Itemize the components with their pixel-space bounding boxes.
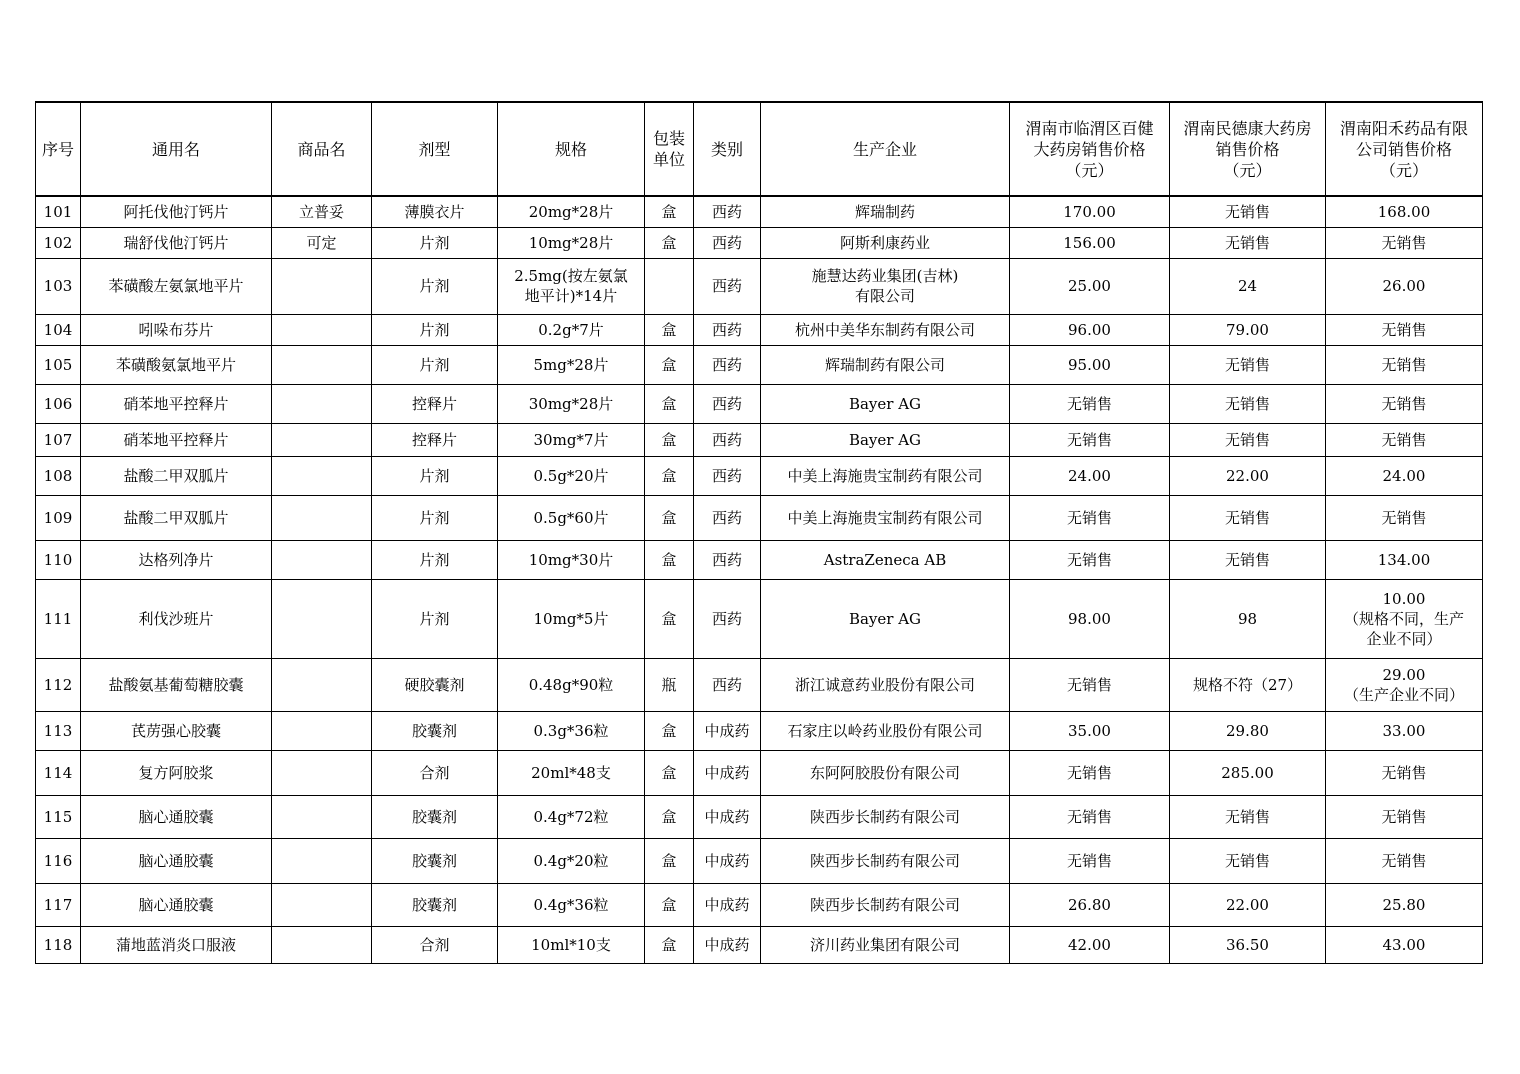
cell-price-mindekang: 无销售 (1170, 384, 1326, 423)
cell-trade-name (272, 314, 372, 345)
cell-seq: 109 (36, 495, 81, 540)
header-manufacturer: 生产企业 (761, 102, 1010, 196)
cell-seq: 115 (36, 795, 81, 838)
cell-price-yanghe: 168.00 (1326, 196, 1483, 227)
cell-specification: 0.2g*7片 (498, 314, 645, 345)
cell-generic-name: 盐酸二甲双胍片 (81, 495, 272, 540)
cell-seq: 103 (36, 258, 81, 314)
cell-trade-name (272, 926, 372, 963)
cell-seq: 111 (36, 579, 81, 658)
cell-generic-name: 脑心通胶囊 (81, 795, 272, 838)
cell-package-unit: 盒 (645, 345, 694, 384)
cell-price-mindekang: 22.00 (1170, 456, 1326, 495)
cell-package-unit: 盒 (645, 750, 694, 795)
header-price-baijian: 渭南市临渭区百健 大药房销售价格 （元） (1010, 102, 1170, 196)
cell-generic-name: 吲哚布芬片 (81, 314, 272, 345)
cell-manufacturer: Bayer AG (761, 384, 1010, 423)
cell-price-baijian: 24.00 (1010, 456, 1170, 495)
cell-dosage-form: 片剂 (372, 456, 498, 495)
cell-generic-name: 硝苯地平控释片 (81, 384, 272, 423)
cell-seq: 101 (36, 196, 81, 227)
cell-generic-name: 脑心通胶囊 (81, 883, 272, 926)
cell-package-unit: 盒 (645, 384, 694, 423)
cell-category: 西药 (694, 423, 761, 456)
table-row (36, 838, 1483, 883)
cell-manufacturer: 陕西步长制药有限公司 (761, 883, 1010, 926)
header-generic-name: 通用名 (81, 102, 272, 196)
cell-package-unit: 盒 (645, 795, 694, 838)
cell-seq: 108 (36, 456, 81, 495)
cell-price-baijian: 无销售 (1010, 495, 1170, 540)
cell-manufacturer: 杭州中美华东制药有限公司 (761, 314, 1010, 345)
cell-seq: 112 (36, 658, 81, 711)
table-row (36, 423, 1483, 456)
cell-category: 西药 (694, 227, 761, 258)
cell-specification: 0.4g*20粒 (498, 838, 645, 883)
cell-generic-name: 达格列净片 (81, 540, 272, 579)
cell-dosage-form: 合剂 (372, 750, 498, 795)
cell-price-mindekang: 36.50 (1170, 926, 1326, 963)
cell-dosage-form: 片剂 (372, 314, 498, 345)
cell-category: 中成药 (694, 926, 761, 963)
cell-generic-name: 硝苯地平控释片 (81, 423, 272, 456)
cell-category: 西药 (694, 196, 761, 227)
cell-package-unit: 盒 (645, 423, 694, 456)
cell-dosage-form: 片剂 (372, 345, 498, 384)
cell-trade-name (272, 540, 372, 579)
cell-price-baijian: 156.00 (1010, 227, 1170, 258)
cell-price-yanghe: 无销售 (1326, 384, 1483, 423)
cell-price-yanghe: 无销售 (1326, 423, 1483, 456)
cell-category: 西药 (694, 658, 761, 711)
cell-dosage-form: 片剂 (372, 258, 498, 314)
cell-dosage-form: 控释片 (372, 423, 498, 456)
cell-price-mindekang: 无销售 (1170, 227, 1326, 258)
cell-manufacturer: Bayer AG (761, 579, 1010, 658)
cell-dosage-form: 控释片 (372, 384, 498, 423)
cell-price-baijian: 无销售 (1010, 423, 1170, 456)
cell-dosage-form: 合剂 (372, 926, 498, 963)
cell-price-mindekang: 规格不符（27） (1170, 658, 1326, 711)
cell-dosage-form: 胶囊剂 (372, 711, 498, 750)
cell-seq: 117 (36, 883, 81, 926)
cell-manufacturer: Bayer AG (761, 423, 1010, 456)
cell-price-baijian: 95.00 (1010, 345, 1170, 384)
cell-package-unit: 盒 (645, 495, 694, 540)
cell-trade-name (272, 258, 372, 314)
cell-package-unit: 盒 (645, 456, 694, 495)
cell-trade-name (272, 711, 372, 750)
cell-manufacturer: 陕西步长制药有限公司 (761, 795, 1010, 838)
cell-category: 中成药 (694, 883, 761, 926)
table-row (36, 384, 1483, 423)
cell-category: 中成药 (694, 795, 761, 838)
table-row (36, 258, 1483, 314)
cell-trade-name (272, 883, 372, 926)
cell-trade-name: 可定 (272, 227, 372, 258)
cell-price-baijian: 25.00 (1010, 258, 1170, 314)
cell-specification: 20ml*48支 (498, 750, 645, 795)
cell-price-yanghe: 29.00 （生产企业不同） (1326, 658, 1483, 711)
cell-trade-name (272, 345, 372, 384)
table-row (36, 658, 1483, 711)
table-row (36, 750, 1483, 795)
table-row (36, 540, 1483, 579)
table-row (36, 196, 1483, 227)
table-header-row (36, 102, 1483, 196)
cell-price-mindekang: 98 (1170, 579, 1326, 658)
cell-seq: 107 (36, 423, 81, 456)
cell-generic-name: 脑心通胶囊 (81, 838, 272, 883)
header-specification: 规格 (498, 102, 645, 196)
cell-generic-name: 苯磺酸左氨氯地平片 (81, 258, 272, 314)
cell-category: 西药 (694, 258, 761, 314)
cell-price-yanghe: 无销售 (1326, 227, 1483, 258)
cell-category: 西药 (694, 579, 761, 658)
cell-price-yanghe: 10.00 （规格不同，生产 企业不同） (1326, 579, 1483, 658)
cell-price-yanghe: 无销售 (1326, 345, 1483, 384)
cell-trade-name (272, 750, 372, 795)
cell-specification: 30mg*7片 (498, 423, 645, 456)
cell-specification: 10mg*30片 (498, 540, 645, 579)
cell-generic-name: 蒲地蓝消炎口服液 (81, 926, 272, 963)
cell-manufacturer: 施慧达药业集团(吉林) 有限公司 (761, 258, 1010, 314)
cell-dosage-form: 硬胶囊剂 (372, 658, 498, 711)
cell-specification: 0.48g*90粒 (498, 658, 645, 711)
cell-dosage-form: 胶囊剂 (372, 795, 498, 838)
cell-specification: 10mg*28片 (498, 227, 645, 258)
cell-specification: 10mg*5片 (498, 579, 645, 658)
cell-seq: 102 (36, 227, 81, 258)
header-price-yanghe: 渭南阳禾药品有限 公司销售价格 （元） (1326, 102, 1483, 196)
cell-trade-name (272, 423, 372, 456)
cell-specification: 0.4g*72粒 (498, 795, 645, 838)
cell-generic-name: 瑞舒伐他汀钙片 (81, 227, 272, 258)
cell-package-unit: 盒 (645, 579, 694, 658)
cell-price-baijian: 98.00 (1010, 579, 1170, 658)
cell-package-unit: 盒 (645, 883, 694, 926)
table-row (36, 883, 1483, 926)
cell-category: 西药 (694, 540, 761, 579)
cell-seq: 114 (36, 750, 81, 795)
cell-price-baijian: 96.00 (1010, 314, 1170, 345)
header-trade-name: 商品名 (272, 102, 372, 196)
cell-package-unit: 盒 (645, 227, 694, 258)
cell-price-yanghe: 134.00 (1326, 540, 1483, 579)
cell-manufacturer: 东阿阿胶股份有限公司 (761, 750, 1010, 795)
cell-price-baijian: 无销售 (1010, 384, 1170, 423)
cell-price-baijian: 无销售 (1010, 838, 1170, 883)
cell-category: 西药 (694, 384, 761, 423)
cell-generic-name: 复方阿胶浆 (81, 750, 272, 795)
cell-package-unit: 盒 (645, 711, 694, 750)
cell-price-yanghe: 24.00 (1326, 456, 1483, 495)
cell-price-yanghe: 无销售 (1326, 750, 1483, 795)
cell-price-mindekang: 无销售 (1170, 196, 1326, 227)
cell-category: 西药 (694, 456, 761, 495)
cell-specification: 0.5g*20片 (498, 456, 645, 495)
cell-package-unit: 盒 (645, 314, 694, 345)
table-row (36, 456, 1483, 495)
cell-price-baijian: 无销售 (1010, 540, 1170, 579)
cell-price-yanghe: 无销售 (1326, 838, 1483, 883)
cell-specification: 2.5mg(按左氨氯 地平计)*14片 (498, 258, 645, 314)
cell-generic-name: 利伐沙班片 (81, 579, 272, 658)
cell-dosage-form: 片剂 (372, 579, 498, 658)
cell-manufacturer: 辉瑞制药有限公司 (761, 345, 1010, 384)
table-row (36, 711, 1483, 750)
cell-specification: 0.4g*36粒 (498, 883, 645, 926)
cell-price-mindekang: 无销售 (1170, 838, 1326, 883)
cell-generic-name: 芪苈强心胶囊 (81, 711, 272, 750)
cell-manufacturer: 陕西步长制药有限公司 (761, 838, 1010, 883)
cell-manufacturer: AstraZeneca AB (761, 540, 1010, 579)
price-table-page (35, 101, 1483, 964)
cell-specification: 5mg*28片 (498, 345, 645, 384)
cell-package-unit: 盒 (645, 540, 694, 579)
drug-price-table (35, 101, 1483, 964)
cell-trade-name (272, 795, 372, 838)
table-row (36, 926, 1483, 963)
cell-seq: 105 (36, 345, 81, 384)
cell-specification: 10ml*10支 (498, 926, 645, 963)
cell-price-yanghe: 无销售 (1326, 495, 1483, 540)
cell-price-mindekang: 285.00 (1170, 750, 1326, 795)
cell-price-baijian: 无销售 (1010, 795, 1170, 838)
cell-price-yanghe: 无销售 (1326, 795, 1483, 838)
header-category: 类别 (694, 102, 761, 196)
cell-specification: 30mg*28片 (498, 384, 645, 423)
cell-seq: 106 (36, 384, 81, 423)
header-price-mindekang: 渭南民德康大药房 销售价格 （元） (1170, 102, 1326, 196)
cell-generic-name: 阿托伐他汀钙片 (81, 196, 272, 227)
cell-manufacturer: 中美上海施贵宝制药有限公司 (761, 456, 1010, 495)
cell-trade-name (272, 495, 372, 540)
cell-manufacturer: 阿斯利康药业 (761, 227, 1010, 258)
cell-price-baijian: 35.00 (1010, 711, 1170, 750)
cell-price-mindekang: 无销售 (1170, 540, 1326, 579)
header-dosage-form: 剂型 (372, 102, 498, 196)
header-seq: 序号 (36, 102, 81, 196)
cell-price-baijian: 42.00 (1010, 926, 1170, 963)
header-package-unit: 包装 单位 (645, 102, 694, 196)
cell-generic-name: 苯磺酸氨氯地平片 (81, 345, 272, 384)
cell-package-unit (645, 258, 694, 314)
cell-seq: 113 (36, 711, 81, 750)
cell-category: 西药 (694, 345, 761, 384)
cell-category: 西药 (694, 495, 761, 540)
cell-price-baijian: 170.00 (1010, 196, 1170, 227)
cell-trade-name (272, 838, 372, 883)
cell-package-unit: 盒 (645, 196, 694, 227)
cell-price-mindekang: 无销售 (1170, 795, 1326, 838)
cell-category: 中成药 (694, 750, 761, 795)
table-row (36, 314, 1483, 345)
cell-price-yanghe: 无销售 (1326, 314, 1483, 345)
cell-price-mindekang: 无销售 (1170, 495, 1326, 540)
cell-price-yanghe: 25.80 (1326, 883, 1483, 926)
cell-price-mindekang: 24 (1170, 258, 1326, 314)
table-body (36, 196, 1483, 963)
cell-dosage-form: 片剂 (372, 495, 498, 540)
cell-seq: 116 (36, 838, 81, 883)
cell-generic-name: 盐酸二甲双胍片 (81, 456, 272, 495)
table-row (36, 345, 1483, 384)
cell-price-mindekang: 无销售 (1170, 345, 1326, 384)
cell-price-mindekang: 22.00 (1170, 883, 1326, 926)
cell-price-yanghe: 33.00 (1326, 711, 1483, 750)
cell-manufacturer: 辉瑞制药 (761, 196, 1010, 227)
cell-trade-name (272, 579, 372, 658)
cell-package-unit: 盒 (645, 926, 694, 963)
cell-trade-name (272, 456, 372, 495)
table-row (36, 579, 1483, 658)
cell-specification: 0.5g*60片 (498, 495, 645, 540)
cell-trade-name: 立普妥 (272, 196, 372, 227)
cell-manufacturer: 浙江诚意药业股份有限公司 (761, 658, 1010, 711)
cell-specification: 20mg*28片 (498, 196, 645, 227)
cell-package-unit: 盒 (645, 838, 694, 883)
table-row (36, 227, 1483, 258)
cell-dosage-form: 胶囊剂 (372, 883, 498, 926)
cell-package-unit: 瓶 (645, 658, 694, 711)
cell-seq: 104 (36, 314, 81, 345)
cell-trade-name (272, 658, 372, 711)
table-row (36, 795, 1483, 838)
cell-dosage-form: 薄膜衣片 (372, 196, 498, 227)
cell-generic-name: 盐酸氨基葡萄糖胶囊 (81, 658, 272, 711)
cell-manufacturer: 济川药业集团有限公司 (761, 926, 1010, 963)
cell-price-yanghe: 26.00 (1326, 258, 1483, 314)
cell-specification: 0.3g*36粒 (498, 711, 645, 750)
cell-category: 西药 (694, 314, 761, 345)
cell-trade-name (272, 384, 372, 423)
cell-dosage-form: 片剂 (372, 540, 498, 579)
cell-seq: 118 (36, 926, 81, 963)
cell-price-baijian: 无销售 (1010, 750, 1170, 795)
table-row (36, 495, 1483, 540)
cell-dosage-form: 胶囊剂 (372, 838, 498, 883)
cell-price-baijian: 无销售 (1010, 658, 1170, 711)
cell-price-baijian: 26.80 (1010, 883, 1170, 926)
cell-manufacturer: 中美上海施贵宝制药有限公司 (761, 495, 1010, 540)
cell-price-mindekang: 79.00 (1170, 314, 1326, 345)
cell-manufacturer: 石家庄以岭药业股份有限公司 (761, 711, 1010, 750)
cell-category: 中成药 (694, 838, 761, 883)
cell-dosage-form: 片剂 (372, 227, 498, 258)
cell-category: 中成药 (694, 711, 761, 750)
cell-price-mindekang: 无销售 (1170, 423, 1326, 456)
cell-price-yanghe: 43.00 (1326, 926, 1483, 963)
cell-seq: 110 (36, 540, 81, 579)
cell-price-mindekang: 29.80 (1170, 711, 1326, 750)
